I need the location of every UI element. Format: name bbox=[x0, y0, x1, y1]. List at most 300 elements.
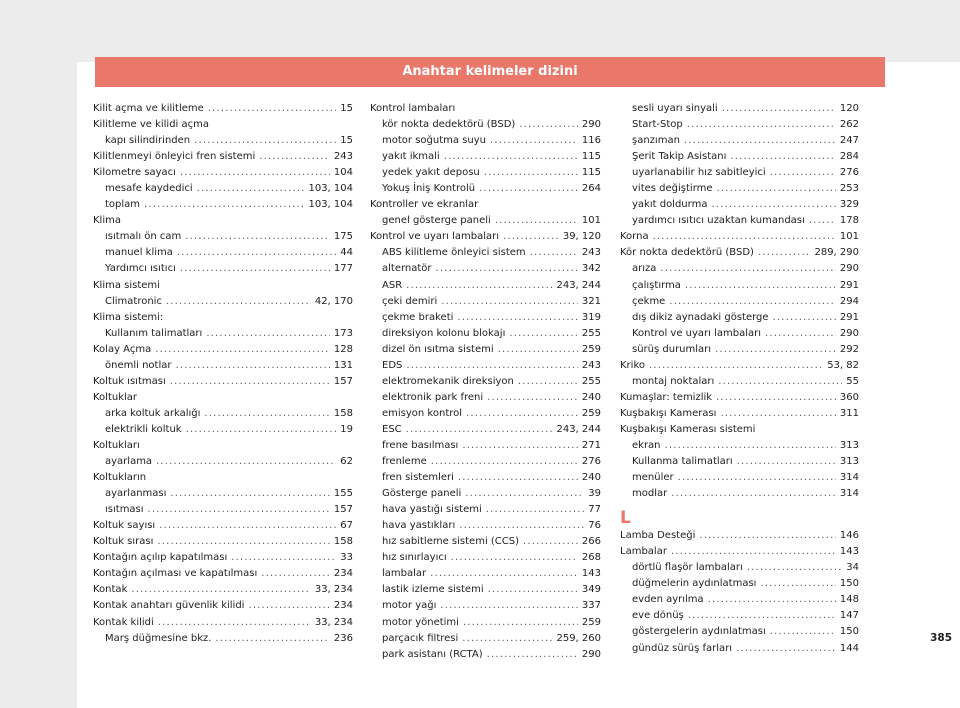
leader-dots bbox=[462, 438, 578, 454]
leader-dots bbox=[440, 598, 578, 614]
entry-page-ref: 291 bbox=[839, 311, 859, 323]
entry-page-ref: 39, 120 bbox=[562, 231, 601, 243]
index-subentry bbox=[620, 165, 859, 181]
index-subentry bbox=[370, 278, 601, 294]
index-entry bbox=[93, 598, 353, 614]
index-subentry bbox=[620, 117, 859, 133]
page-title: Anahtar kelimeler dizini bbox=[402, 64, 578, 79]
index-entry bbox=[93, 374, 353, 390]
entry-page-ref: 143 bbox=[839, 546, 859, 558]
entry-page-ref: 268 bbox=[581, 552, 601, 564]
leader-dots bbox=[156, 454, 336, 470]
entry-page-ref: 290 bbox=[839, 327, 859, 339]
entry-label: Kuşbakışı Kamerası sistemi bbox=[620, 423, 756, 435]
index-entry bbox=[93, 165, 353, 181]
index-entry bbox=[620, 390, 859, 406]
index-entry bbox=[93, 278, 353, 294]
index-subentry bbox=[370, 181, 601, 197]
index-subentry bbox=[93, 454, 353, 470]
index-entry bbox=[93, 615, 353, 631]
entry-page-ref: 236 bbox=[333, 632, 353, 644]
entry-page-ref: 115 bbox=[581, 151, 601, 163]
entry-page-ref: 314 bbox=[839, 472, 859, 484]
leader-dots bbox=[177, 245, 336, 261]
entry-page-ref: 67 bbox=[340, 520, 353, 532]
entry-page-ref: 177 bbox=[333, 263, 353, 275]
entry-label: ısıtmalı ön cam bbox=[105, 231, 182, 243]
index-entry bbox=[93, 566, 353, 582]
index-subentry bbox=[370, 502, 601, 518]
entry-page-ref: 104 bbox=[333, 167, 353, 179]
leader-dots bbox=[509, 326, 578, 342]
index-entry bbox=[620, 422, 859, 438]
entry-page-ref: 313 bbox=[839, 456, 859, 468]
entry-label: lastik izleme sistemi bbox=[382, 584, 484, 596]
entry-page-ref: 240 bbox=[581, 391, 601, 403]
index-group-k-continued bbox=[620, 101, 859, 502]
entry-page-ref: 19 bbox=[340, 423, 353, 435]
entry-label: motor soğutma suyu bbox=[382, 135, 486, 147]
leader-dots bbox=[809, 213, 836, 229]
entry-page-ref: 337 bbox=[581, 600, 601, 612]
entry-label: Kilit açma ve kilitleme bbox=[93, 103, 204, 114]
entry-label: ESC bbox=[382, 423, 402, 435]
index-column-3 bbox=[620, 101, 859, 657]
entry-page-ref: 234 bbox=[333, 600, 353, 612]
entry-page-ref: 143 bbox=[581, 568, 601, 580]
index-entry bbox=[93, 117, 353, 133]
leader-dots bbox=[519, 117, 578, 133]
entry-page-ref: 259 bbox=[581, 616, 601, 628]
entry-page-ref: 103, 104 bbox=[308, 199, 353, 211]
entry-label: Koltukların bbox=[93, 472, 147, 484]
entry-label: Koltuk sırası bbox=[93, 536, 154, 548]
index-subentry bbox=[620, 454, 859, 470]
leader-dots bbox=[430, 566, 578, 582]
entry-label: fren sistemleri bbox=[382, 472, 454, 484]
entry-label: dış dikiz aynadaki gösterge bbox=[632, 311, 769, 323]
entry-label: Kriko bbox=[620, 359, 645, 371]
index-subentry bbox=[93, 631, 353, 647]
index-subentry bbox=[620, 310, 859, 326]
entry-label: modlar bbox=[632, 488, 668, 500]
index-subentry bbox=[370, 615, 601, 631]
entry-label: Lambalar bbox=[620, 546, 667, 558]
index-entry bbox=[370, 101, 601, 117]
entry-label: Koltuk ısıtması bbox=[93, 375, 166, 387]
entry-label: Yokuş İniş Kontrolü bbox=[382, 183, 476, 195]
entry-label: yardımcı ısıtıcı uzaktan kumandası bbox=[632, 215, 805, 227]
index-entry bbox=[620, 406, 859, 422]
index-subentry bbox=[370, 165, 601, 181]
index-entry bbox=[370, 197, 601, 213]
entry-label: motor yağı bbox=[382, 600, 437, 612]
leader-dots bbox=[770, 165, 836, 181]
leader-dots bbox=[684, 133, 836, 149]
index-entry bbox=[93, 213, 353, 229]
index-entry bbox=[620, 358, 859, 374]
leader-dots bbox=[711, 197, 835, 213]
index-entry bbox=[93, 390, 353, 406]
leader-dots bbox=[170, 486, 330, 502]
entry-label: sürüş durumları bbox=[632, 343, 712, 355]
entry-label: Kullanım talimatları bbox=[105, 327, 203, 339]
index-subentry bbox=[370, 117, 601, 133]
index-entry bbox=[620, 528, 859, 544]
entry-label: menüler bbox=[632, 472, 674, 484]
entry-page-ref: 321 bbox=[581, 295, 601, 307]
entry-label: Klima bbox=[93, 215, 121, 227]
entry-label: elektrikli koltuk bbox=[105, 423, 182, 435]
entry-page-ref: 319 bbox=[581, 311, 601, 323]
entry-label: Kontağın açılması ve kapatılması bbox=[93, 568, 258, 580]
index-subentry bbox=[370, 390, 601, 406]
index-subentry bbox=[93, 181, 353, 197]
entry-label: Kör nokta dedektörü (BSD) bbox=[620, 247, 754, 259]
entry-label: Kolay Açma bbox=[93, 343, 152, 355]
entry-page-ref: 15 bbox=[340, 135, 353, 147]
entry-label: Klima sistemi bbox=[93, 279, 160, 291]
index-subentry bbox=[370, 598, 601, 614]
entry-page-ref: 77 bbox=[588, 504, 601, 516]
leader-dots bbox=[718, 374, 842, 390]
entry-label: park asistanı (RCTA) bbox=[382, 648, 483, 660]
index-subentry bbox=[620, 278, 859, 294]
entry-label: arıza bbox=[632, 263, 657, 275]
leader-dots bbox=[720, 406, 835, 422]
entry-label: düğmelerin aydınlatması bbox=[632, 578, 757, 590]
index-subentry bbox=[370, 149, 601, 165]
leader-dots bbox=[715, 342, 836, 358]
index-subentry bbox=[93, 294, 353, 310]
entry-page-ref: 33, 234 bbox=[314, 616, 353, 628]
entry-page-ref: 39 bbox=[588, 488, 601, 500]
section-letter-l: L bbox=[620, 508, 631, 529]
entry-page-ref: 101 bbox=[581, 215, 601, 227]
index-subentry bbox=[370, 486, 601, 502]
entry-label: Kontrol ve uyarı lambaları bbox=[370, 231, 500, 243]
leader-dots bbox=[530, 245, 578, 261]
index-subentry bbox=[620, 624, 859, 640]
entry-page-ref: 259, 260 bbox=[556, 632, 601, 644]
entry-label: Yardımcı ısıtıcı bbox=[105, 263, 176, 275]
entry-label: kör nokta dedektörü (BSD) bbox=[382, 119, 516, 131]
index-subentry bbox=[620, 197, 859, 213]
index-subentry bbox=[93, 502, 353, 518]
leader-dots bbox=[722, 101, 836, 117]
leader-dots bbox=[466, 406, 578, 422]
entry-page-ref: 289, 290 bbox=[814, 247, 859, 259]
index-subentry bbox=[620, 560, 859, 576]
leader-dots bbox=[208, 101, 336, 117]
index-subentry bbox=[370, 245, 601, 261]
leader-dots bbox=[687, 117, 836, 133]
leader-dots bbox=[487, 390, 578, 406]
index-subentry bbox=[620, 149, 859, 165]
index-subentry bbox=[620, 261, 859, 277]
leader-dots bbox=[436, 261, 578, 277]
entry-page-ref: 103, 104 bbox=[308, 183, 353, 195]
leader-dots bbox=[665, 438, 836, 454]
leader-dots bbox=[760, 576, 835, 592]
leader-dots bbox=[144, 197, 304, 213]
leader-dots bbox=[215, 631, 330, 647]
index-subentry bbox=[93, 486, 353, 502]
index-subentry bbox=[620, 326, 859, 342]
entry-page-ref: 259 bbox=[581, 343, 601, 355]
leader-dots bbox=[495, 213, 578, 229]
leader-dots bbox=[523, 534, 578, 550]
entry-label: Kuşbakışı Kamerası bbox=[620, 407, 717, 419]
index-entry bbox=[93, 342, 353, 358]
leader-dots bbox=[157, 534, 330, 550]
leader-dots bbox=[685, 278, 836, 294]
index-subentry bbox=[370, 631, 601, 647]
entry-label: Lamba Desteği bbox=[620, 530, 696, 542]
entry-label: çalıştırma bbox=[632, 279, 681, 291]
leader-dots bbox=[441, 294, 578, 310]
index-subentry bbox=[620, 576, 859, 592]
entry-page-ref: 178 bbox=[839, 215, 859, 227]
leader-dots bbox=[498, 342, 578, 358]
entry-page-ref: 243, 244 bbox=[556, 279, 601, 291]
entry-page-ref: 243 bbox=[581, 359, 601, 371]
entry-label: lambalar bbox=[382, 568, 427, 580]
entry-label: elektromekanik direksiyon bbox=[382, 375, 514, 387]
entry-page-ref: 349 bbox=[581, 584, 601, 596]
index-subentry bbox=[93, 197, 353, 213]
leader-dots bbox=[406, 358, 578, 374]
entry-label: Kontroller ve ekranlar bbox=[370, 199, 479, 211]
entry-page-ref: 262 bbox=[839, 119, 859, 131]
leader-dots bbox=[148, 502, 330, 518]
leader-dots bbox=[490, 133, 578, 149]
entry-page-ref: 33, 234 bbox=[314, 584, 353, 596]
entry-page-ref: 55 bbox=[846, 375, 859, 387]
entry-page-ref: 148 bbox=[839, 594, 859, 606]
entry-page-ref: 147 bbox=[839, 610, 859, 622]
entry-page-ref: 101 bbox=[839, 231, 859, 243]
entry-page-ref: 146 bbox=[839, 530, 859, 542]
entry-page-ref: 313 bbox=[839, 439, 859, 451]
entry-page-ref: 290 bbox=[581, 119, 601, 131]
index-subentry bbox=[620, 101, 859, 117]
leader-dots bbox=[180, 261, 330, 277]
entry-page-ref: 329 bbox=[839, 199, 859, 211]
index-subentry bbox=[370, 550, 601, 566]
leader-dots bbox=[671, 486, 836, 502]
entry-page-ref: 15 bbox=[340, 103, 353, 114]
leader-dots bbox=[459, 518, 584, 534]
index-subentry bbox=[93, 406, 353, 422]
entry-page-ref: 158 bbox=[333, 536, 353, 548]
entry-label: Kontağın açılıp kapatılması bbox=[93, 552, 228, 564]
entry-label: ayarlama bbox=[105, 456, 153, 468]
index-subentry bbox=[370, 294, 601, 310]
entry-page-ref: 150 bbox=[839, 626, 859, 638]
entry-label: Kullanma talimatları bbox=[632, 456, 733, 468]
entry-page-ref: 294 bbox=[839, 295, 859, 307]
entry-page-ref: 276 bbox=[839, 167, 859, 179]
entry-page-ref: 158 bbox=[333, 407, 353, 419]
index-column-1 bbox=[93, 101, 353, 647]
leader-dots bbox=[231, 550, 336, 566]
leader-dots bbox=[653, 229, 836, 245]
leader-dots bbox=[259, 149, 330, 165]
leader-dots bbox=[194, 133, 336, 149]
entry-label: Kontrol lambaları bbox=[370, 103, 456, 114]
index-subentry bbox=[370, 213, 601, 229]
entry-page-ref: 311 bbox=[839, 407, 859, 419]
leader-dots bbox=[457, 310, 578, 326]
leader-dots bbox=[770, 624, 836, 640]
entry-label: Kontrol ve uyarı lambaları bbox=[632, 327, 762, 339]
entry-label: ASR bbox=[382, 279, 403, 291]
index-entry bbox=[93, 438, 353, 454]
index-subentry bbox=[370, 438, 601, 454]
index-subentry bbox=[620, 181, 859, 197]
entry-page-ref: 173 bbox=[333, 327, 353, 339]
leader-dots bbox=[717, 181, 836, 197]
index-subentry bbox=[620, 294, 859, 310]
index-subentry bbox=[370, 470, 601, 486]
leader-dots bbox=[155, 342, 330, 358]
index-entry bbox=[93, 534, 353, 550]
entry-label: gündüz sürüş farları bbox=[632, 642, 733, 654]
entry-label: Koltuklar bbox=[93, 391, 138, 403]
index-subentry bbox=[370, 582, 601, 598]
entry-page-ref: 34 bbox=[846, 562, 859, 574]
entry-label: direksiyon kolonu blokajı bbox=[382, 327, 506, 339]
leader-dots bbox=[180, 165, 330, 181]
entry-page-ref: 155 bbox=[333, 488, 353, 500]
entry-label: Marş düğmesine bkz. bbox=[105, 632, 212, 644]
index-subentry bbox=[93, 229, 353, 245]
index-subentry bbox=[93, 245, 353, 261]
entry-label: frene basılması bbox=[382, 439, 459, 451]
entry-label: Korna bbox=[620, 231, 649, 243]
index-subentry bbox=[370, 647, 601, 663]
index-subentry bbox=[93, 422, 353, 438]
index-subentry bbox=[620, 592, 859, 608]
leader-dots bbox=[708, 592, 836, 608]
leader-dots bbox=[175, 358, 329, 374]
leader-dots bbox=[518, 374, 578, 390]
leader-dots bbox=[261, 566, 330, 582]
entry-label: arka koltuk arkalığı bbox=[105, 407, 201, 419]
index-subentry bbox=[93, 358, 353, 374]
entry-label: ayarlanması bbox=[105, 488, 167, 500]
entry-page-ref: 255 bbox=[581, 327, 601, 339]
entry-label: Kontak kilidi bbox=[93, 616, 154, 628]
index-entry bbox=[93, 101, 353, 117]
leader-dots bbox=[158, 615, 311, 631]
index-subentry bbox=[93, 326, 353, 342]
entry-label: Gösterge paneli bbox=[382, 488, 462, 500]
index-entry bbox=[620, 544, 859, 560]
entry-label: hız sabitleme sistemi (CCS) bbox=[382, 536, 520, 548]
leader-dots bbox=[737, 454, 836, 470]
entry-page-ref: 120 bbox=[839, 103, 859, 114]
index-subentry bbox=[620, 133, 859, 149]
entry-label: mesafe kaydedici bbox=[105, 183, 193, 195]
entry-label: eve dönüş bbox=[632, 610, 684, 622]
entry-page-ref: 342 bbox=[581, 263, 601, 275]
entry-label: ABS kilitleme önleyici sistem bbox=[382, 247, 526, 259]
entry-page-ref: 276 bbox=[581, 456, 601, 468]
index-subentry bbox=[620, 374, 859, 390]
entry-page-ref: 76 bbox=[588, 520, 601, 532]
leader-dots bbox=[649, 358, 823, 374]
entry-label: Şerit Takip Asistanı bbox=[632, 151, 727, 163]
leader-dots bbox=[678, 470, 836, 486]
entry-label: Start-Stop bbox=[632, 119, 683, 131]
entry-label: uyarlanabilir hız sabitleyici bbox=[632, 167, 766, 179]
entry-label: ısıtması bbox=[105, 504, 144, 516]
leader-dots bbox=[248, 598, 329, 614]
entry-page-ref: 175 bbox=[333, 231, 353, 243]
entry-label: yakıt doldurma bbox=[632, 199, 708, 211]
index-column-2 bbox=[370, 101, 601, 663]
entry-page-ref: 247 bbox=[839, 135, 859, 147]
entry-label: motor yönetimi bbox=[382, 616, 459, 628]
index-subentry bbox=[620, 213, 859, 229]
entry-page-ref: 157 bbox=[333, 504, 353, 516]
entry-page-ref: 271 bbox=[581, 439, 601, 451]
index-subentry bbox=[620, 470, 859, 486]
index-entry bbox=[93, 582, 353, 598]
index-group-l bbox=[620, 528, 859, 656]
entry-label: alternatör bbox=[382, 263, 432, 275]
index-subentry bbox=[370, 133, 601, 149]
index-subentry bbox=[620, 342, 859, 358]
leader-dots bbox=[699, 528, 836, 544]
entry-label: Climatronic bbox=[105, 295, 162, 307]
entry-label: yedek yakıt deposu bbox=[382, 167, 480, 179]
index-subentry bbox=[370, 358, 601, 374]
index-entry bbox=[93, 470, 353, 486]
index-subentry bbox=[370, 422, 601, 438]
index-subentry bbox=[370, 534, 601, 550]
entry-page-ref: 243 bbox=[581, 247, 601, 259]
entry-page-ref: 255 bbox=[581, 375, 601, 387]
leader-dots bbox=[465, 486, 584, 502]
leader-dots bbox=[159, 518, 336, 534]
entry-label: çekme braketi bbox=[382, 311, 454, 323]
index-entry bbox=[93, 149, 353, 165]
index-subentry bbox=[370, 406, 601, 422]
entry-label: emisyon kontrol bbox=[382, 407, 463, 419]
entry-label: önemli notlar bbox=[105, 359, 172, 371]
entry-page-ref: 291 bbox=[839, 279, 859, 291]
entry-label: kapı silindirinden bbox=[105, 135, 191, 147]
entry-label: hava yastıkları bbox=[382, 520, 456, 532]
index-entry bbox=[93, 518, 353, 534]
entry-label: genel gösterge paneli bbox=[382, 215, 491, 227]
entry-page-ref: 240 bbox=[581, 472, 601, 484]
entry-label: şanzıman bbox=[632, 135, 680, 147]
leader-dots bbox=[462, 631, 552, 647]
index-subentry bbox=[620, 438, 859, 454]
entry-page-ref: 290 bbox=[839, 263, 859, 275]
index-subentry bbox=[93, 133, 353, 149]
entry-page-ref: 284 bbox=[839, 151, 859, 163]
entry-page-ref: 314 bbox=[839, 488, 859, 500]
entry-page-ref: 266 bbox=[581, 536, 601, 548]
entry-page-ref: 290 bbox=[581, 648, 601, 660]
index-entry bbox=[620, 229, 859, 245]
entry-label: parçacık filtresi bbox=[382, 632, 459, 644]
